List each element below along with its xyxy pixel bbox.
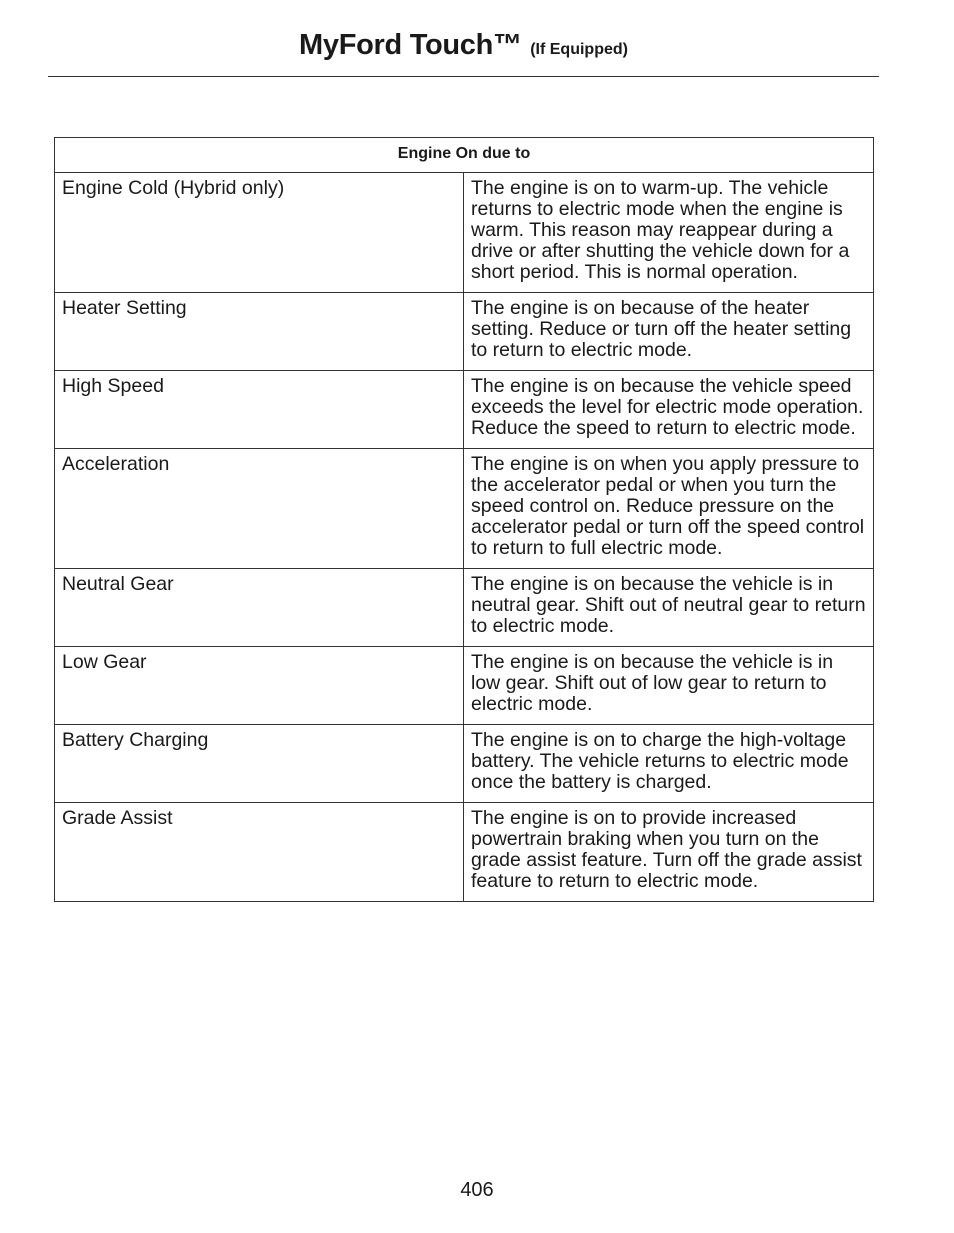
table-row: [55, 173, 874, 293]
page-number: 406: [460, 1179, 494, 1201]
description-cell: The engine is on to warm-up. The vehicle returns to electric mode when the engine is warm. This reason may reappear during a drive or after shutting the vehicle down for a short period. This is normal operation.: [464, 173, 874, 293]
reason-cell: Grade Assist: [55, 803, 464, 902]
description-cell: The engine is on when you apply pressure to the accelerator pedal or when you turn the speed control on. Reduce pressure on the accelerator pedal or turn off the speed control to return to full electric mode.: [464, 449, 874, 569]
table-header-row: [55, 138, 874, 173]
table-row: [55, 803, 874, 902]
page-header: [48, 22, 879, 77]
description-cell: The engine is on because the vehicle is in low gear. Shift out of low gear to return to electric mode.: [464, 647, 874, 725]
table-row: [55, 725, 874, 803]
reason-cell: Neutral Gear: [55, 569, 464, 647]
table-row: [55, 293, 874, 371]
description-cell: The engine is on to provide increased powertrain braking when you turn on the grade assist feature. Turn off the grade assist feature to return to electric mode.: [464, 803, 874, 902]
table-heading: Engine On due to: [55, 138, 874, 173]
page-title: MyFord Touch™: [299, 29, 522, 61]
reason-cell: Engine Cold (Hybrid only): [55, 173, 464, 293]
table-row: [55, 371, 874, 449]
reason-cell: Battery Charging: [55, 725, 464, 803]
page-subtitle: (If Equipped): [530, 41, 628, 58]
reason-cell: Low Gear: [55, 647, 464, 725]
table-row: [55, 569, 874, 647]
table-row: [55, 449, 874, 569]
engine-on-table: [54, 137, 874, 902]
description-cell: The engine is on because the vehicle speed exceeds the level for electric mode operation. Reduce the speed to return to electric mode.: [464, 371, 874, 449]
description-cell: The engine is on because the vehicle is in neutral gear. Shift out of neutral gear to return to electric mode.: [464, 569, 874, 647]
description-cell: The engine is on because of the heater setting. Reduce or turn off the heater setting to return to electric mode.: [464, 293, 874, 371]
reason-cell: Heater Setting: [55, 293, 464, 371]
description-cell: The engine is on to charge the high-voltage battery. The vehicle returns to electric mode once the battery is charged.: [464, 725, 874, 803]
reason-cell: Acceleration: [55, 449, 464, 569]
reason-cell: High Speed: [55, 371, 464, 449]
table-row: [55, 647, 874, 725]
